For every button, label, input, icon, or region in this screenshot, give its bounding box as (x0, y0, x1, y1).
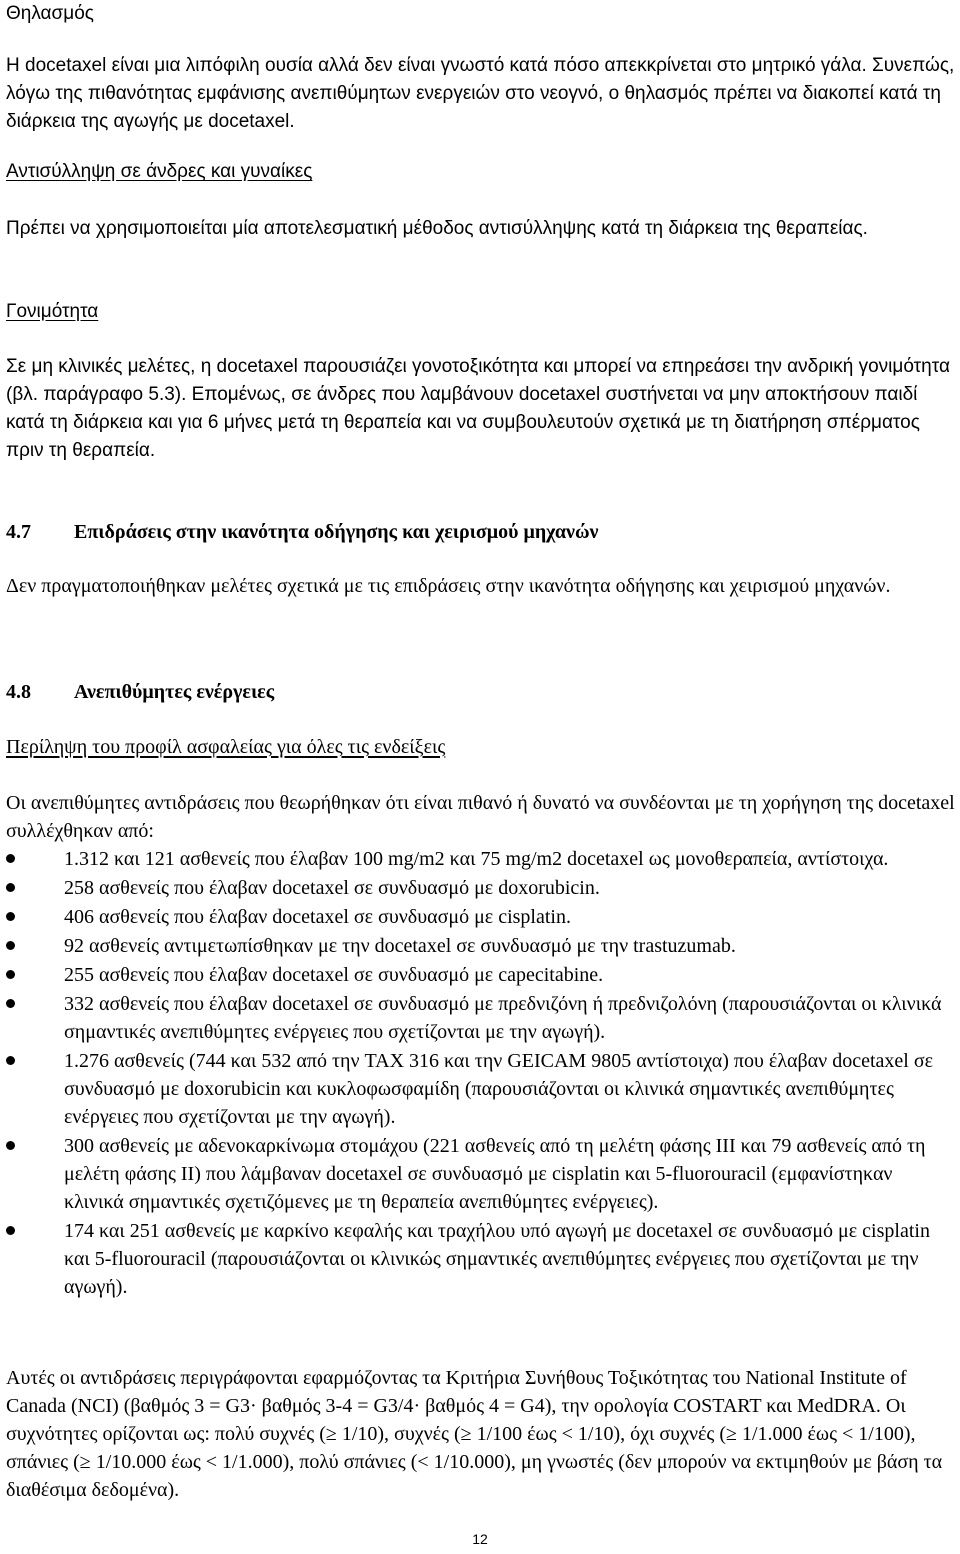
adverse-intro-paragraph: Οι ανεπιθύμητες αντιδράσεις που θεωρήθηκαν ότι είναι πιθανό ή δυνατό να συνδέονται με τη χορήγηση της docetaxel συλλέχθηκαν από: (6, 792, 955, 842)
bullet-icon (6, 1226, 15, 1235)
safety-profile-subheading: Περίληψη του προφίλ ασφαλείας για όλες τις ενδείξεις (6, 736, 446, 758)
fertility-heading: Γονιμότητα (6, 301, 99, 322)
driving-paragraph: Δεν πραγματοποιήθηκαν μελέτες σχετικά με τις επιδράσεις στην ικανότητα οδήγησης και χειρισμού μηχανών. (6, 575, 891, 597)
section-4-7-heading (6, 518, 599, 546)
section-title: Επιδράσεις στην ικανότητα οδήγησης και χειρισμού μηχανών (74, 521, 599, 543)
section-4-8-heading (6, 678, 274, 706)
list-item: 255 ασθενείς που έλαβαν docetaxel σε συνδυασμό με capecitabine. (6, 961, 956, 989)
bullet-icon (6, 854, 15, 863)
bullet-icon (6, 999, 15, 1008)
contraception-heading: Αντισύλληψη σε άνδρες και γυναίκες (6, 161, 313, 182)
section-number: 4.8 (6, 681, 31, 703)
list-item: 300 ασθενείς με αδενοκαρκίνωμα στομάχου (221 ασθενείς από τη μελέτη φάσης ΙΙΙ και 79 ασθενείς από τη μελέτη φάσης ΙΙ) που λάμβαναν docetaxel σε συνδυασμό με cisplatin και 5-fluorouracil (εμφανίστηκαν κλινικά σημαντικές σχετιζόμενες με τη θεραπεία ανεπιθύμητες ενέργειες). (6, 1132, 956, 1216)
list-item: 332 ασθενείς που έλαβαν docetaxel σε συνδυασμό με πρεδνιζόνη ή πρεδνιζολόνη (παρουσιάζονται οι κλινικά σημαντικές ανεπιθύμητες ενέργειες που σχετίζονται με την αγωγή). (6, 990, 956, 1046)
list-item: 1.276 ασθενείς (744 και 532 από την TAX 316 και την GEICAM 9805 αντίστοιχα) που έλαβαν docetaxel σε συνδυασμό με doxorubicin και κυκλοφωσφαμίδη (παρουσιάζονται οι κλινικά σημαντικές ανεπιθύμητες ενέργειες που σχετίζονται με την αγωγή). (6, 1047, 956, 1131)
bullet-icon (6, 1056, 15, 1065)
bullet-icon (6, 883, 15, 892)
bullet-icon (6, 970, 15, 979)
list-item: 174 και 251 ασθενείς με καρκίνο κεφαλής και τραχήλου υπό αγωγή με docetaxel σε συνδυασμό με cisplatin και 5-fluorouracil (παρουσιάζονται οι κλινικώς σημαντικές ανεπιθύμητες ενέργειες που σχετίζονται με την αγωγή). (6, 1217, 956, 1301)
list-item: 1.312 και 121 ασθενείς που έλαβαν 100 mg/m2 και 75 mg/m2 docetaxel ως μονοθεραπεία, αντίστοιχα. (6, 845, 956, 873)
bullet-icon (6, 1141, 15, 1150)
bullet-icon (6, 941, 15, 950)
breastfeeding-heading: Θηλασμός (6, 3, 94, 24)
frequency-definitions-paragraph: Αυτές οι αντιδράσεις περιγράφονται εφαρμόζοντας τα Κριτήρια Συνήθους Τοξικότητας του National Institute of Canada (NCI) (βαθμός 3 = G3· βαθμός 3-4 = G3/4· βαθμός 4 = G4), την ορολογία COSTART και MedDRA. Οι συχνότητες ορίζονται ως: πολύ συχνές (≥ 1/10), συχνές (≥ 1/100 έως < 1/10), όχι συχνές (≥ 1/1.000 έως < 1/100), σπάνιες (≥ 1/10.000 έως < 1/1.000), πολύ σπάνιες (< 1/10.000), μη γνωστές (δεν μπορούν να εκτιμηθούν με βάση τα διαθέσιμα δεδομένα). (6, 1367, 943, 1501)
contraception-paragraph: Πρέπει να χρησιμοποιείται μία αποτελεσματική μέθοδος αντισύλληψης κατά τη διάρκεια της θεραπείας. (6, 218, 868, 239)
patient-population-list (6, 845, 956, 1302)
fertility-paragraph: Σε μη κλινικές μελέτες, η docetaxel παρουσιάζει γονοτοξικότητα και μπορεί να επηρεάσει την ανδρική γονιμότητα (βλ. παράγραφο 5.3). Επομένως, σε άνδρες που λαμβάνουν docetaxel συστήνεται να μην αποκτήσουν παιδί κατά τη διάρκεια και για 6 μήνες μετά τη θεραπεία και να συμβουλευτούν σχετικά με τη διατήρηση σπέρματος πριν τη θεραπεία. (6, 356, 950, 461)
section-number: 4.7 (6, 521, 31, 543)
list-item: 92 ασθενείς αντιμετωπίσθηκαν με την docetaxel σε συνδυασμό με την trastuzumab. (6, 932, 956, 960)
list-item: 258 ασθενείς που έλαβαν docetaxel σε συνδυασμό με doxorubicin. (6, 874, 956, 902)
bullet-icon (6, 912, 15, 921)
list-item: 406 ασθενείς που έλαβαν docetaxel σε συνδυασμό με cisplatin. (6, 903, 956, 931)
section-title: Ανεπιθύμητες ενέργειες (74, 681, 275, 703)
breastfeeding-paragraph: Η docetaxel είναι μια λιπόφιλη ουσία αλλά δεν είναι γνωστό κατά πόσο απεκκρίνεται στο μητρικό γάλα. Συνεπώς, λόγω της πιθανότητας εμφάνισης ανεπιθύμητων ενεργειών στο νεογνό, ο θηλασμός πρέπει να διακοπεί κατά τη διάρκεια της αγωγής με docetaxel. (6, 55, 955, 132)
page-number: 12 (472, 1531, 488, 1547)
